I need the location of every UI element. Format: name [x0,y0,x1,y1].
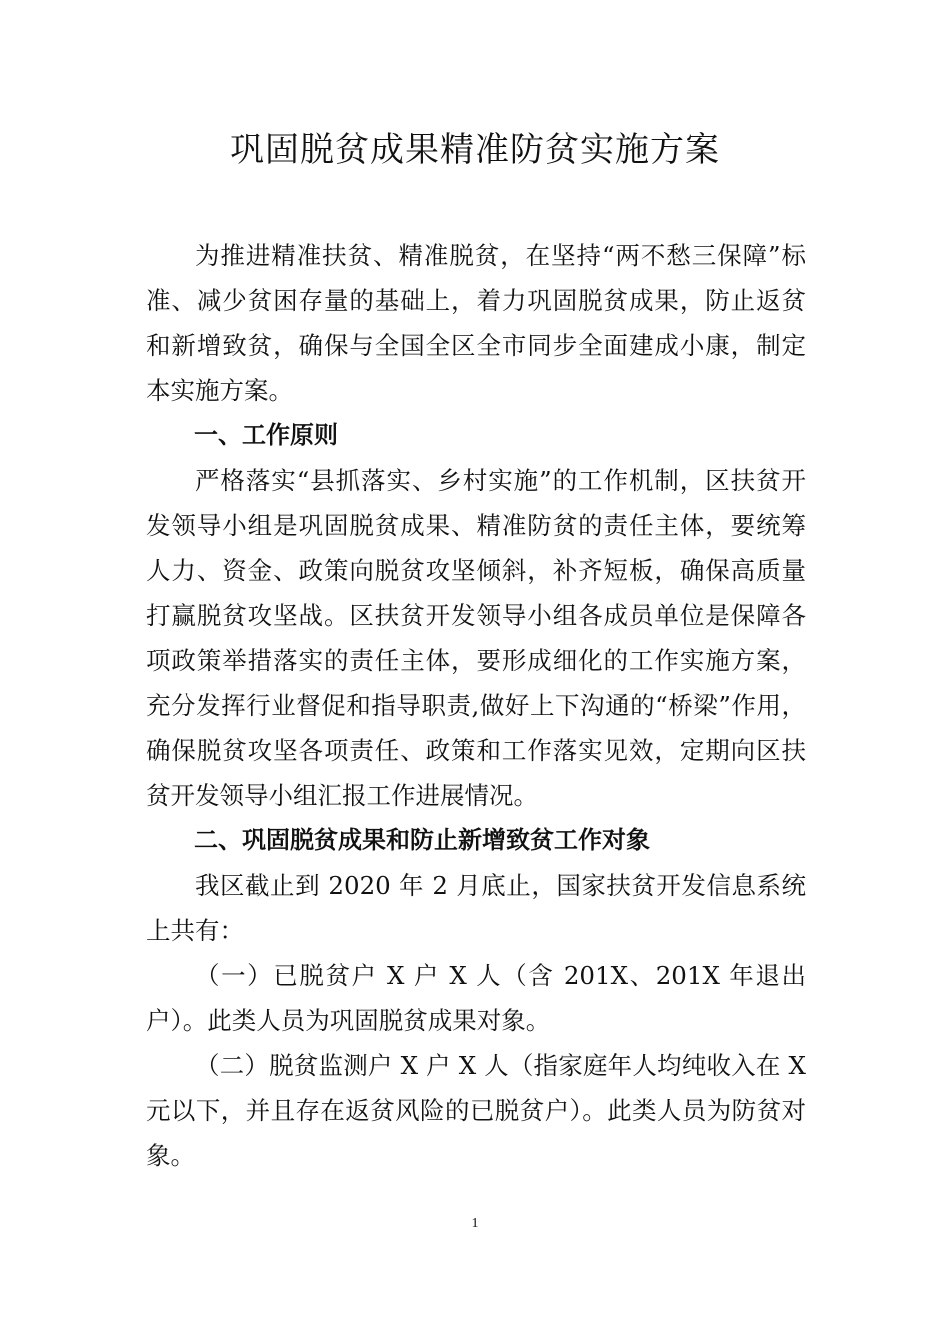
page-number: 1 [471,1216,479,1231]
intro-paragraph: 为推进精准扶贫、精准脱贫，在坚持“两不愁三保障”标准、减少贫困存量的基础上，着力巩固脱贫成果，防止返贫和新增致贫，确保与全国全区全市同步全面建成小康，制定本实施方案。 [146,241,806,405]
item-2-paragraph: （二）脱贫监测户 X 户 X 人（指家庭年人均纯收入在 X 元以下，并且存在返贫风险的已脱贫户）。此类人员为防贫对象。 [146,1051,806,1170]
document-title: 巩固脱贫成果精准防贫实施方案 [230,130,720,170]
principles-paragraph: 严格落实“县抓落实、乡村实施”的工作机制，区扶贫开发领导小组是巩固脱贫成果、精准防贫的责任主体，要统筹人力、资金、政策向脱贫攻坚倾斜，补齐短板，确保高质量打赢脱贫攻坚战。区扶贫开发领导小组各成员单位是保障各项政策举措落实的责任主体，要形成细化的工作实施方案，充分发挥行业督促和指导职责,做好上下沟通的“桥梁”作用，确保脱贫攻坚各项责任、政策和工作落实见效，定期向区扶贫开发领导小组汇报工作进展情况。 [146,466,806,810]
statistics-paragraph: 我区截止到 2020 年 2 月底止，国家扶贫开发信息系统上共有： [146,871,806,945]
item-1-paragraph: （一）已脱贫户 X 户 X 人（含 201X、201X 年退出户）。此类人员为巩固脱贫成果对象。 [146,961,806,1035]
document-body [146,233,806,1178]
section-heading-2: 二、巩固脱贫成果和防止新增致贫工作对象 [194,826,650,854]
section-heading-1: 一、工作原则 [194,421,338,449]
